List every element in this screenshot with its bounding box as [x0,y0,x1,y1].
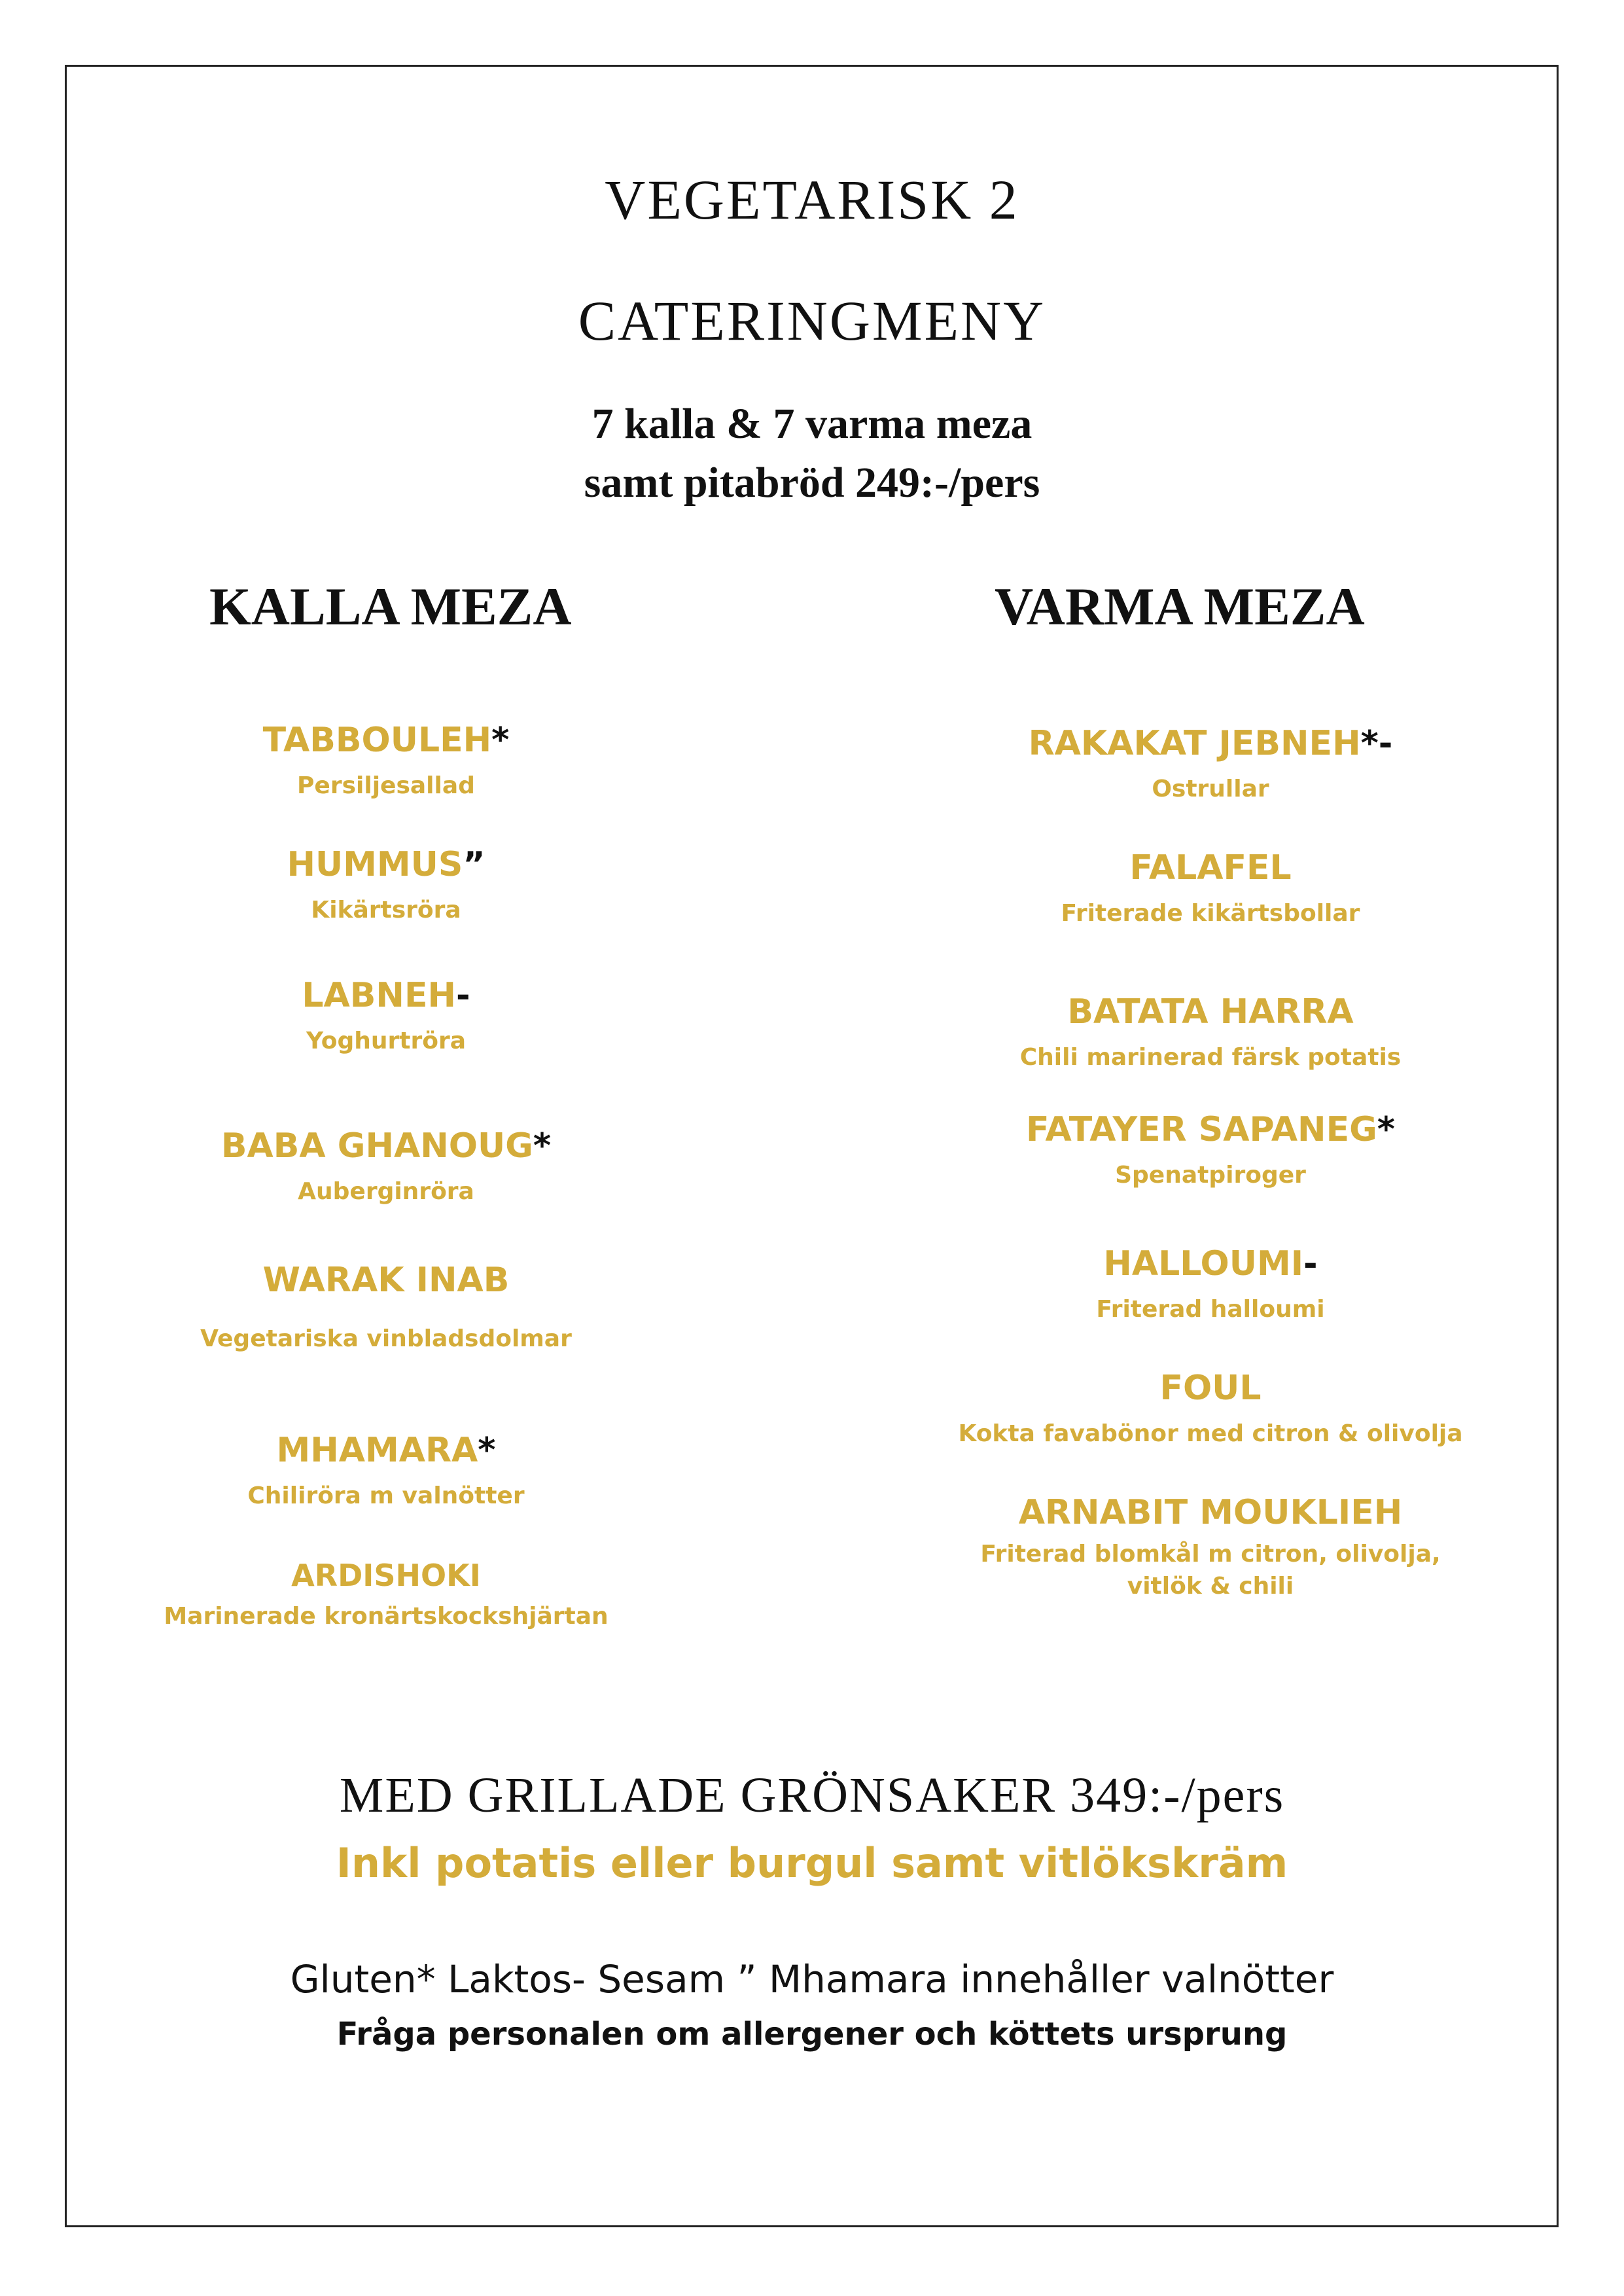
allergen-mark: - [455,976,470,1015]
menu-item [851,726,1570,806]
allergen-mark: * [478,1431,496,1470]
item-name: FOUL [1159,1369,1262,1408]
item-description: Kikärtsröra [311,897,461,924]
item-description: Yoghurtröra [306,1028,467,1054]
grill-offer-subtitle: Inkl potatis eller burgul samt vitlökskräm [336,1839,1288,1887]
allergen-mark: * [1377,1110,1395,1149]
item-description: Chili marinerad färsk potatis [1019,1044,1402,1071]
item-name: FALAFEL [1129,848,1292,888]
item-name: LABNEH [302,976,456,1015]
menu-item [851,1371,1570,1450]
menu-item [851,1493,1570,1602]
menu-item [851,1244,1570,1326]
item-name: TABBOULEH [262,721,492,760]
item-name: ARNABIT MOUKLIEH [1018,1493,1403,1532]
menu-item [851,848,1570,930]
page-title: VEGETARISK 2 [605,168,1019,231]
item-description: Chiliröra m valnötter [247,1482,525,1509]
allergen-note: Fråga personalen om allergener och köttets ursprung [336,2016,1288,2053]
item-description: Marinerade kronärtskockshjärtan [164,1603,609,1630]
allergen-legend: Gluten* Laktos- Sesam ” Mhamara innehåller valnötter [290,1957,1334,2001]
menu-item [851,992,1570,1074]
page-subtitle: CATERINGMENY [578,289,1046,352]
offer-line-2: samt pitabröd 249:-/pers [584,459,1040,507]
varma-meza-heading: VARMA MEZA [995,577,1365,636]
item-name: HALLOUMI [1103,1244,1304,1283]
item-description: Auberginröra [298,1178,474,1205]
allergen-mark: * [533,1126,552,1166]
kalla-meza-heading: KALLA MEZA [209,577,572,636]
menu-item [851,1110,1570,1192]
grill-offer-title: MED GRILLADE GRÖNSAKER 349:-/pers [339,1768,1285,1823]
item-name: HUMMUS [287,845,463,884]
menu-item [26,1263,746,1355]
item-name: ARDISHOKI [291,1558,481,1593]
menu-item [26,845,746,927]
item-name: BABA GHANOUG [221,1126,533,1166]
menu-item [26,1558,746,1633]
item-name: BATATA HARRA [1067,992,1354,1031]
allergen-mark: ” [463,845,485,884]
offer-line-1: 7 kalla & 7 varma meza [591,400,1033,448]
item-description: Spenatpiroger [1115,1162,1306,1189]
item-description: Vegetariska vinbladsdolmar [200,1325,572,1352]
item-name: RAKAKAT JEBNEH [1028,724,1361,763]
item-description: Friterad halloumi [1096,1296,1325,1323]
menu-item [26,1433,746,1513]
allergen-mark: *- [1360,724,1393,763]
item-name: MHAMARA [276,1431,478,1470]
menu-item [26,1126,746,1208]
item-name: FATAYER SAPANEG [1026,1110,1377,1149]
allergen-mark: - [1303,1244,1318,1283]
menu-item [26,978,746,1058]
item-description: Ostrullar [1152,776,1269,802]
menu-item [26,723,746,802]
allergen-mark: * [491,721,510,760]
item-name: WARAK INAB [262,1261,510,1300]
item-description: Friterad blomkål m citron, olivolja, vitlök & chili [980,1541,1441,1600]
item-description: Kokta favabönor med citron & olivolja [958,1420,1463,1447]
item-description: Persiljesallad [297,772,475,799]
item-description: Friterade kikärtsbollar [1061,900,1360,927]
